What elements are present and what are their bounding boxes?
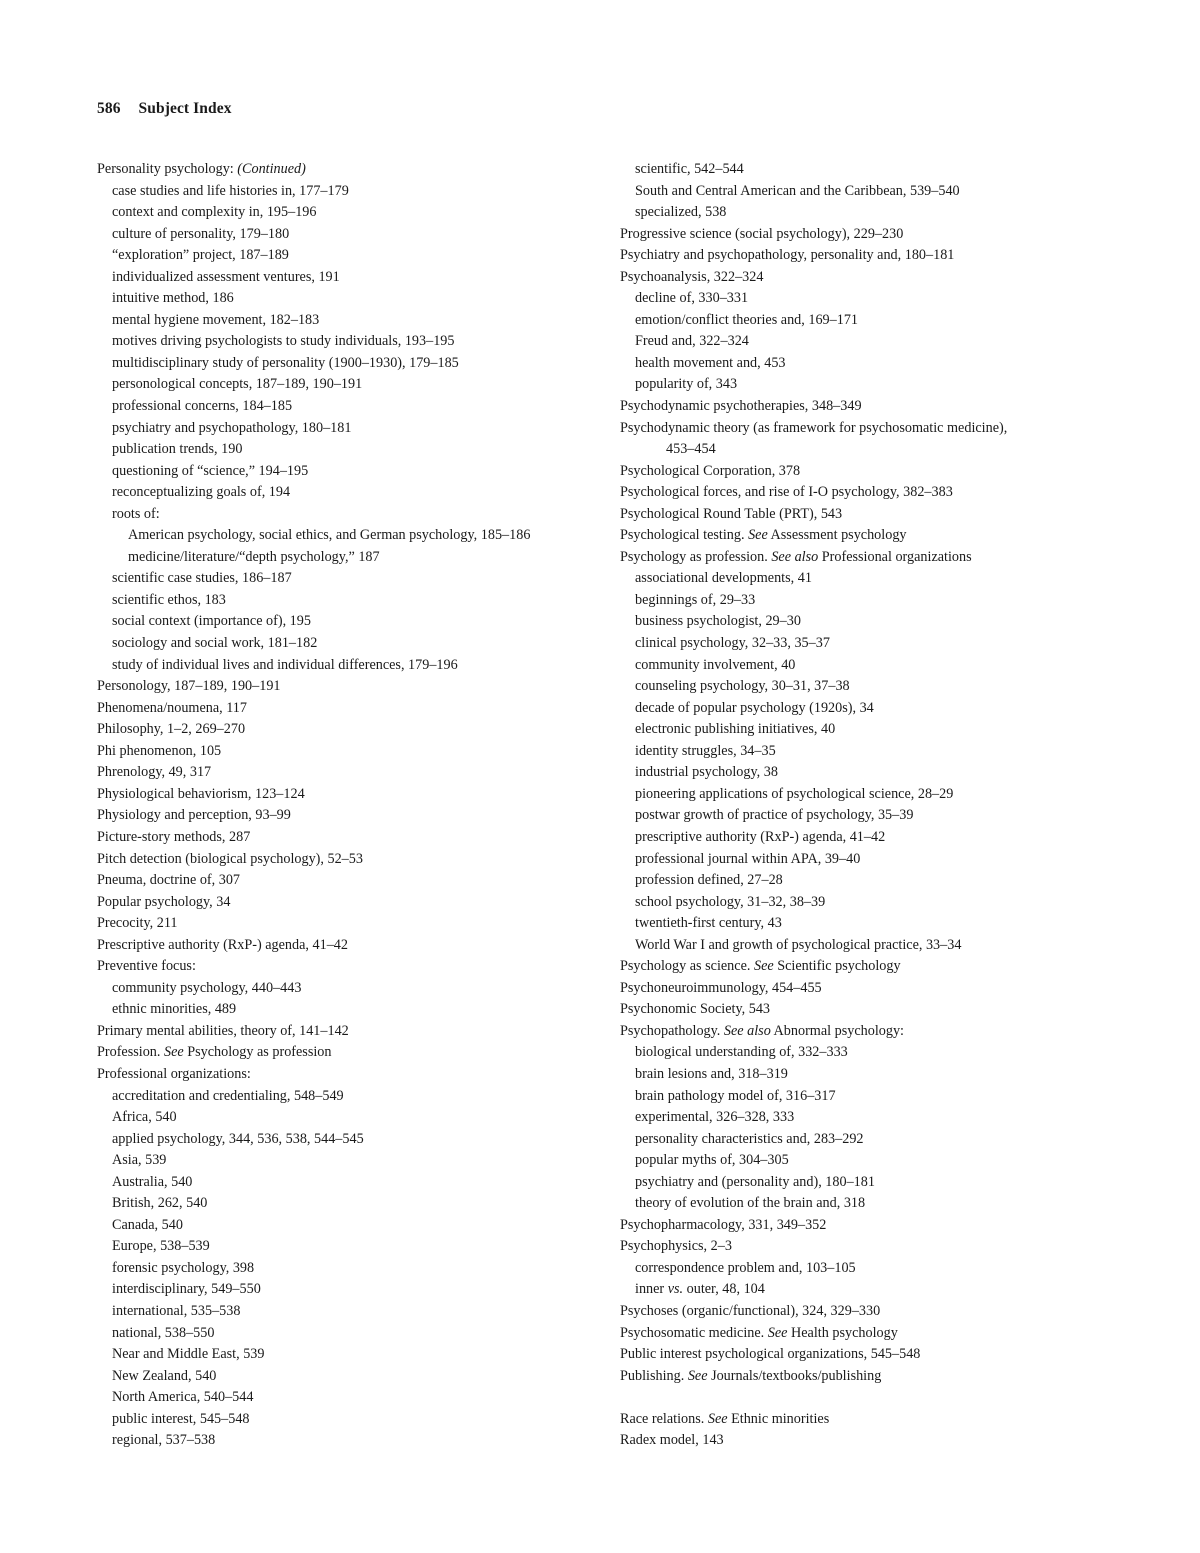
index-entry xyxy=(97,784,597,806)
index-text: personality characteristics and, 283–292 xyxy=(635,1130,864,1147)
index-subentry xyxy=(97,633,597,655)
index-text: motives driving psychologists to study individuals, 193–195 xyxy=(112,333,455,350)
index-text: Psychology as profession. xyxy=(620,548,772,565)
index-text: associational developments, 41 xyxy=(635,570,812,587)
index-text: brain pathology model of, 316–317 xyxy=(635,1087,836,1104)
index-subentry xyxy=(620,676,1120,698)
index-subentry xyxy=(97,1279,597,1301)
index-text: pioneering applications of psychological science, 28–29 xyxy=(635,785,954,802)
index-subentry xyxy=(97,461,597,483)
index-spacer xyxy=(620,1387,1120,1409)
index-text: Phrenology, 49, 317 xyxy=(97,764,212,781)
index-text: Primary mental abilities, theory of, 141–142 xyxy=(97,1022,349,1039)
index-text: North America, 540–544 xyxy=(112,1389,254,1406)
index-subentry xyxy=(620,1150,1120,1172)
index-text: Psychological Round Table (PRT), 543 xyxy=(620,505,843,522)
index-subentry xyxy=(620,892,1120,914)
index-subentry xyxy=(97,374,597,396)
index-entry xyxy=(620,1215,1120,1237)
index-entry xyxy=(620,504,1120,526)
index-text: Psychological testing. xyxy=(620,527,749,544)
cross-reference-label: See xyxy=(164,1044,184,1061)
index-subentry xyxy=(620,310,1120,332)
index-subentry xyxy=(620,1042,1120,1064)
page-title: Subject Index xyxy=(138,100,232,117)
index-entry xyxy=(97,805,597,827)
index-text: Psychology as profession xyxy=(183,1044,332,1061)
index-subentry xyxy=(97,1086,597,1108)
index-text: inner xyxy=(635,1281,668,1298)
index-text: context and complexity in, 195–196 xyxy=(112,204,317,221)
index-text: professional concerns, 184–185 xyxy=(112,398,293,415)
index-subentry xyxy=(620,202,1120,224)
index-entry xyxy=(97,719,597,741)
index-text: Phi phenomenon, 105 xyxy=(97,742,222,759)
index-text: public interest, 545–548 xyxy=(112,1410,250,1427)
index-entry xyxy=(97,159,597,181)
index-text: Profession. xyxy=(97,1044,164,1061)
index-text: Professional organizations xyxy=(818,548,972,565)
index-text: Physiological behaviorism, 123–124 xyxy=(97,785,305,802)
index-text: Assessment psychology xyxy=(767,527,907,544)
index-entry xyxy=(97,1042,597,1064)
index-subentry xyxy=(97,1301,597,1323)
index-text: Australia, 540 xyxy=(112,1173,193,1190)
index-text: professional journal within APA, 39–40 xyxy=(635,850,861,867)
index-subentry xyxy=(620,762,1120,784)
index-text: specialized, 538 xyxy=(635,204,727,221)
index-text: Freud and, 322–324 xyxy=(635,333,749,350)
index-subentry xyxy=(97,1215,597,1237)
index-text: national, 538–550 xyxy=(112,1324,215,1341)
index-text: multidisciplinary study of personality (1900–1930), 179–185 xyxy=(112,354,459,371)
index-text: Precocity, 211 xyxy=(97,915,178,932)
index-subentry xyxy=(97,482,597,504)
index-text: Professional organizations: xyxy=(97,1065,251,1082)
index-text: brain lesions and, 318–319 xyxy=(635,1065,788,1082)
cross-reference-label: See also xyxy=(723,1022,771,1039)
index-text: community involvement, 40 xyxy=(635,656,796,673)
index-text: personological concepts, 187–189, 190–191 xyxy=(112,376,363,393)
index-text: community psychology, 440–443 xyxy=(112,979,302,996)
index-entry xyxy=(97,827,597,849)
index-text: prescriptive authority (RxP-) agenda, 41–42 xyxy=(635,828,886,845)
index-text: electronic publishing initiatives, 40 xyxy=(635,721,836,738)
index-subentry xyxy=(620,655,1120,677)
index-text: popularity of, 343 xyxy=(635,376,738,393)
index-subentry xyxy=(620,611,1120,633)
index-text: Progressive science (social psychology), 229–230 xyxy=(620,225,904,242)
index-subentry xyxy=(97,288,597,310)
index-text: Phenomena/noumena, 117 xyxy=(97,699,247,716)
index-entry xyxy=(620,1409,1120,1431)
index-subentry xyxy=(97,504,597,526)
index-text: Psychopharmacology, 331, 349–352 xyxy=(620,1216,827,1233)
index-text: Prescriptive authority (RxP-) agenda, 41–42 xyxy=(97,936,348,953)
index-text: interdisciplinary, 549–550 xyxy=(112,1281,261,1298)
index-subentry xyxy=(620,590,1120,612)
index-subentry xyxy=(97,331,597,353)
index-text: publication trends, 190 xyxy=(112,441,243,458)
index-subentry xyxy=(97,1258,597,1280)
index-subentry xyxy=(97,310,597,332)
index-text: Public interest psychological organizations, 545–548 xyxy=(620,1346,921,1363)
index-entry xyxy=(620,1344,1120,1366)
index-text: biological understanding of, 332–333 xyxy=(635,1044,848,1061)
index-text: Ethnic minorities xyxy=(727,1410,830,1427)
index-subentry xyxy=(620,849,1120,871)
index-text: correspondence problem and, 103–105 xyxy=(635,1259,856,1276)
index-subentry xyxy=(97,1107,597,1129)
index-text: Asia, 539 xyxy=(112,1152,167,1169)
index-entry xyxy=(620,956,1120,978)
index-text: Psychoneuroimmunology, 454–455 xyxy=(620,979,822,996)
index-text: New Zealand, 540 xyxy=(112,1367,217,1384)
index-subentry xyxy=(620,1279,1120,1301)
index-text: school psychology, 31–32, 38–39 xyxy=(635,893,826,910)
index-text: forensic psychology, 398 xyxy=(112,1259,255,1276)
index-entry xyxy=(620,999,1120,1021)
index-subentry xyxy=(620,935,1120,957)
index-subentry xyxy=(620,1086,1120,1108)
index-entry xyxy=(620,482,1120,504)
index-text: Psychosomatic medicine. xyxy=(620,1324,768,1341)
index-entry xyxy=(97,913,597,935)
index-text: Psychonomic Society, 543 xyxy=(620,1001,771,1018)
index-subentry xyxy=(97,1129,597,1151)
cross-reference-label: See xyxy=(767,1324,788,1341)
index-subentry xyxy=(620,1193,1120,1215)
page-header xyxy=(97,100,232,118)
index-subentry xyxy=(97,267,597,289)
index-subentry xyxy=(620,568,1120,590)
index-subentry xyxy=(620,741,1120,763)
index-text: popular myths of, 304–305 xyxy=(635,1152,789,1169)
index-entry xyxy=(620,267,1120,289)
index-text: decade of popular psychology (1920s), 34 xyxy=(635,699,874,716)
index-text: Philosophy, 1–2, 269–270 xyxy=(97,721,246,738)
index-entry xyxy=(97,956,597,978)
index-entry xyxy=(620,1301,1120,1323)
cross-reference-label: (Continued) xyxy=(237,161,306,177)
index-text: “exploration” project, 187–189 xyxy=(112,247,289,264)
index-text: outer, 48, 104 xyxy=(683,1281,765,1298)
index-entry xyxy=(97,1021,597,1043)
index-entry xyxy=(97,698,597,720)
index-text: mental hygiene movement, 182–183 xyxy=(112,311,320,328)
index-subentry xyxy=(620,1064,1120,1086)
index-subentry xyxy=(97,224,597,246)
cross-reference-label: See xyxy=(687,1367,708,1384)
index-text: Publishing. xyxy=(620,1367,688,1384)
index-subentry xyxy=(97,1409,597,1431)
index-subentry xyxy=(620,913,1120,935)
index-subentry xyxy=(620,1129,1120,1151)
index-subentry xyxy=(620,331,1120,353)
index-text: social context (importance of), 195 xyxy=(112,613,311,630)
index-subentry xyxy=(620,1172,1120,1194)
index-entry xyxy=(620,1430,1120,1452)
index-text: 453–454 xyxy=(666,441,716,458)
index-subentry xyxy=(620,698,1120,720)
index-text: Physiology and perception, 93–99 xyxy=(97,807,291,824)
index-subentry xyxy=(97,590,597,612)
index-text: ethnic minorities, 489 xyxy=(112,1001,237,1018)
index-subentry xyxy=(620,805,1120,827)
index-subentry xyxy=(97,1344,597,1366)
index-text: Psychology as science. xyxy=(620,958,754,975)
index-text: counseling psychology, 30–31, 37–38 xyxy=(635,678,850,695)
index-subentry xyxy=(620,439,1120,461)
index-entry xyxy=(620,245,1120,267)
index-subentry xyxy=(97,525,597,547)
index-text: emotion/conflict theories and, 169–171 xyxy=(635,311,859,328)
index-subentry xyxy=(620,827,1120,849)
index-text: reconceptualizing goals of, 194 xyxy=(112,484,291,501)
index-text: Abnormal psychology: xyxy=(770,1022,904,1039)
index-entry xyxy=(97,762,597,784)
index-entry xyxy=(97,1064,597,1086)
index-text: Psychological Corporation, 378 xyxy=(620,462,801,479)
index-subentry xyxy=(97,611,597,633)
index-text: Near and Middle East, 539 xyxy=(112,1346,265,1363)
index-entry xyxy=(620,978,1120,1000)
index-text: Journals/textbooks/publishing xyxy=(707,1367,882,1384)
index-subentry xyxy=(620,784,1120,806)
index-text: twentieth-first century, 43 xyxy=(635,915,782,932)
index-subentry xyxy=(620,374,1120,396)
index-text: medicine/literature/“depth psychology,” 187 xyxy=(128,548,380,565)
index-text: case studies and life histories in, 177–179 xyxy=(112,182,349,199)
index-text: regional, 537–538 xyxy=(112,1432,216,1449)
index-entry xyxy=(620,1366,1120,1388)
index-text: Race relations. xyxy=(620,1410,708,1427)
index-subentry xyxy=(620,159,1120,181)
cross-reference-label: See xyxy=(707,1410,728,1427)
index-text: Pneuma, doctrine of, 307 xyxy=(97,872,241,889)
index-subentry xyxy=(97,418,597,440)
index-text: accreditation and credentialing, 548–549 xyxy=(112,1087,344,1104)
index-subentry xyxy=(620,870,1120,892)
index-text: scientific case studies, 186–187 xyxy=(112,570,292,587)
index-entry xyxy=(620,1236,1120,1258)
index-text: roots of: xyxy=(112,505,160,522)
index-text: Personality psychology: xyxy=(97,161,238,177)
index-text: psychiatry and psychopathology, 180–181 xyxy=(112,419,352,436)
index-entry xyxy=(97,676,597,698)
index-text: study of individual lives and individual differences, 179–196 xyxy=(112,656,458,673)
index-text: Psychoanalysis, 322–324 xyxy=(620,268,764,285)
index-subentry xyxy=(97,181,597,203)
index-subentry xyxy=(97,353,597,375)
index-subentry xyxy=(620,181,1120,203)
index-subentry xyxy=(97,245,597,267)
index-subentry xyxy=(97,999,597,1021)
index-entry xyxy=(620,1021,1120,1043)
index-text: Picture-story methods, 287 xyxy=(97,828,251,845)
index-text: culture of personality, 179–180 xyxy=(112,225,290,242)
index-subentry xyxy=(97,978,597,1000)
index-subentry xyxy=(620,288,1120,310)
index-text: British, 262, 540 xyxy=(112,1195,208,1212)
index-text: intuitive method, 186 xyxy=(112,290,234,307)
index-text: Europe, 538–539 xyxy=(112,1238,210,1255)
index-subentry xyxy=(620,1258,1120,1280)
index-text: industrial psychology, 38 xyxy=(635,764,778,781)
index-text: Radex model, 143 xyxy=(620,1432,724,1449)
index-text: Psychophysics, 2–3 xyxy=(620,1238,732,1255)
index-text: South and Central American and the Caribbean, 539–540 xyxy=(635,182,960,199)
index-text: questioning of “science,” 194–195 xyxy=(112,462,309,479)
index-text: profession defined, 27–28 xyxy=(635,872,783,889)
index-subentry xyxy=(97,396,597,418)
index-text: postwar growth of practice of psychology, 35–39 xyxy=(635,807,914,824)
index-text: Psychological forces, and rise of I-O psychology, 382–383 xyxy=(620,484,953,501)
cross-reference-label: See xyxy=(753,958,774,975)
index-entry xyxy=(620,461,1120,483)
index-text: identity struggles, 34–35 xyxy=(635,742,776,759)
index-text: experimental, 326–328, 333 xyxy=(635,1109,795,1126)
index-entry xyxy=(97,870,597,892)
index-subentry xyxy=(97,1366,597,1388)
index-text: Canada, 540 xyxy=(112,1216,183,1233)
index-text: psychiatry and (personality and), 180–181 xyxy=(635,1173,875,1190)
index-entry xyxy=(620,525,1120,547)
index-entry xyxy=(620,224,1120,246)
cross-reference-label: See xyxy=(748,527,768,544)
index-text: American psychology, social ethics, and German psychology, 185–186 xyxy=(128,527,531,544)
index-entry xyxy=(620,396,1120,418)
index-text: Psychoses (organic/functional), 324, 329–330 xyxy=(620,1302,881,1319)
index-text: individualized assessment ventures, 191 xyxy=(112,268,340,285)
index-subentry xyxy=(97,439,597,461)
index-subentry xyxy=(97,1193,597,1215)
index-column-left xyxy=(97,159,597,1452)
index-text: applied psychology, 344, 536, 538, 544–545 xyxy=(112,1130,364,1147)
index-subentry xyxy=(97,1172,597,1194)
index-text: Health psychology xyxy=(787,1324,898,1341)
index-text: clinical psychology, 32–33, 35–37 xyxy=(635,635,830,652)
index-text: Popular psychology, 34 xyxy=(97,893,231,910)
index-text: Preventive focus: xyxy=(97,958,196,975)
index-subentry xyxy=(620,353,1120,375)
index-subentry xyxy=(97,202,597,224)
index-subentry xyxy=(620,719,1120,741)
index-entry xyxy=(620,547,1120,569)
index-text: Africa, 540 xyxy=(112,1109,177,1126)
index-text: theory of evolution of the brain and, 318 xyxy=(635,1195,866,1212)
index-subentry xyxy=(97,1236,597,1258)
index-text: sociology and social work, 181–182 xyxy=(112,635,318,652)
index-entry xyxy=(97,741,597,763)
index-text: business psychologist, 29–30 xyxy=(635,613,801,630)
index-text: health movement and, 453 xyxy=(635,354,786,371)
index-text: Scientific psychology xyxy=(773,958,901,975)
index-entry xyxy=(97,849,597,871)
index-text: Psychopathology. xyxy=(620,1022,724,1039)
index-subentry xyxy=(97,1387,597,1409)
index-subentry xyxy=(97,655,597,677)
index-text: Psychiatry and psychopathology, personality and, 180–181 xyxy=(620,247,955,264)
index-subentry xyxy=(97,568,597,590)
index-text: scientific ethos, 183 xyxy=(112,591,226,608)
index-entry xyxy=(97,892,597,914)
index-text: beginnings of, 29–33 xyxy=(635,591,756,608)
index-text: international, 535–538 xyxy=(112,1302,241,1319)
index-text: Pitch detection (biological psychology), 52–53 xyxy=(97,850,363,867)
index-text: Psychodynamic psychotherapies, 348–349 xyxy=(620,398,862,415)
index-text: Personology, 187–189, 190–191 xyxy=(97,678,281,695)
index-entry xyxy=(97,935,597,957)
index-subentry xyxy=(620,1107,1120,1129)
cross-reference-label: See also xyxy=(771,548,819,565)
index-subentry xyxy=(97,1150,597,1172)
index-text: Psychodynamic theory (as framework for psychosomatic medicine), xyxy=(620,419,1008,436)
index-subentry xyxy=(97,1430,597,1452)
index-text: scientific, 542–544 xyxy=(635,161,744,177)
index-entry xyxy=(620,418,1120,440)
cross-reference-label: vs. xyxy=(667,1281,684,1298)
index-text: World War I and growth of psychological practice, 33–34 xyxy=(635,936,962,953)
index-subentry xyxy=(97,547,597,569)
index-subentry xyxy=(97,1323,597,1345)
index-subentry xyxy=(620,633,1120,655)
index-entry xyxy=(620,1323,1120,1345)
index-text: decline of, 330–331 xyxy=(635,290,749,307)
page-number: 586 xyxy=(97,100,121,117)
index-column-right xyxy=(620,159,1120,1452)
